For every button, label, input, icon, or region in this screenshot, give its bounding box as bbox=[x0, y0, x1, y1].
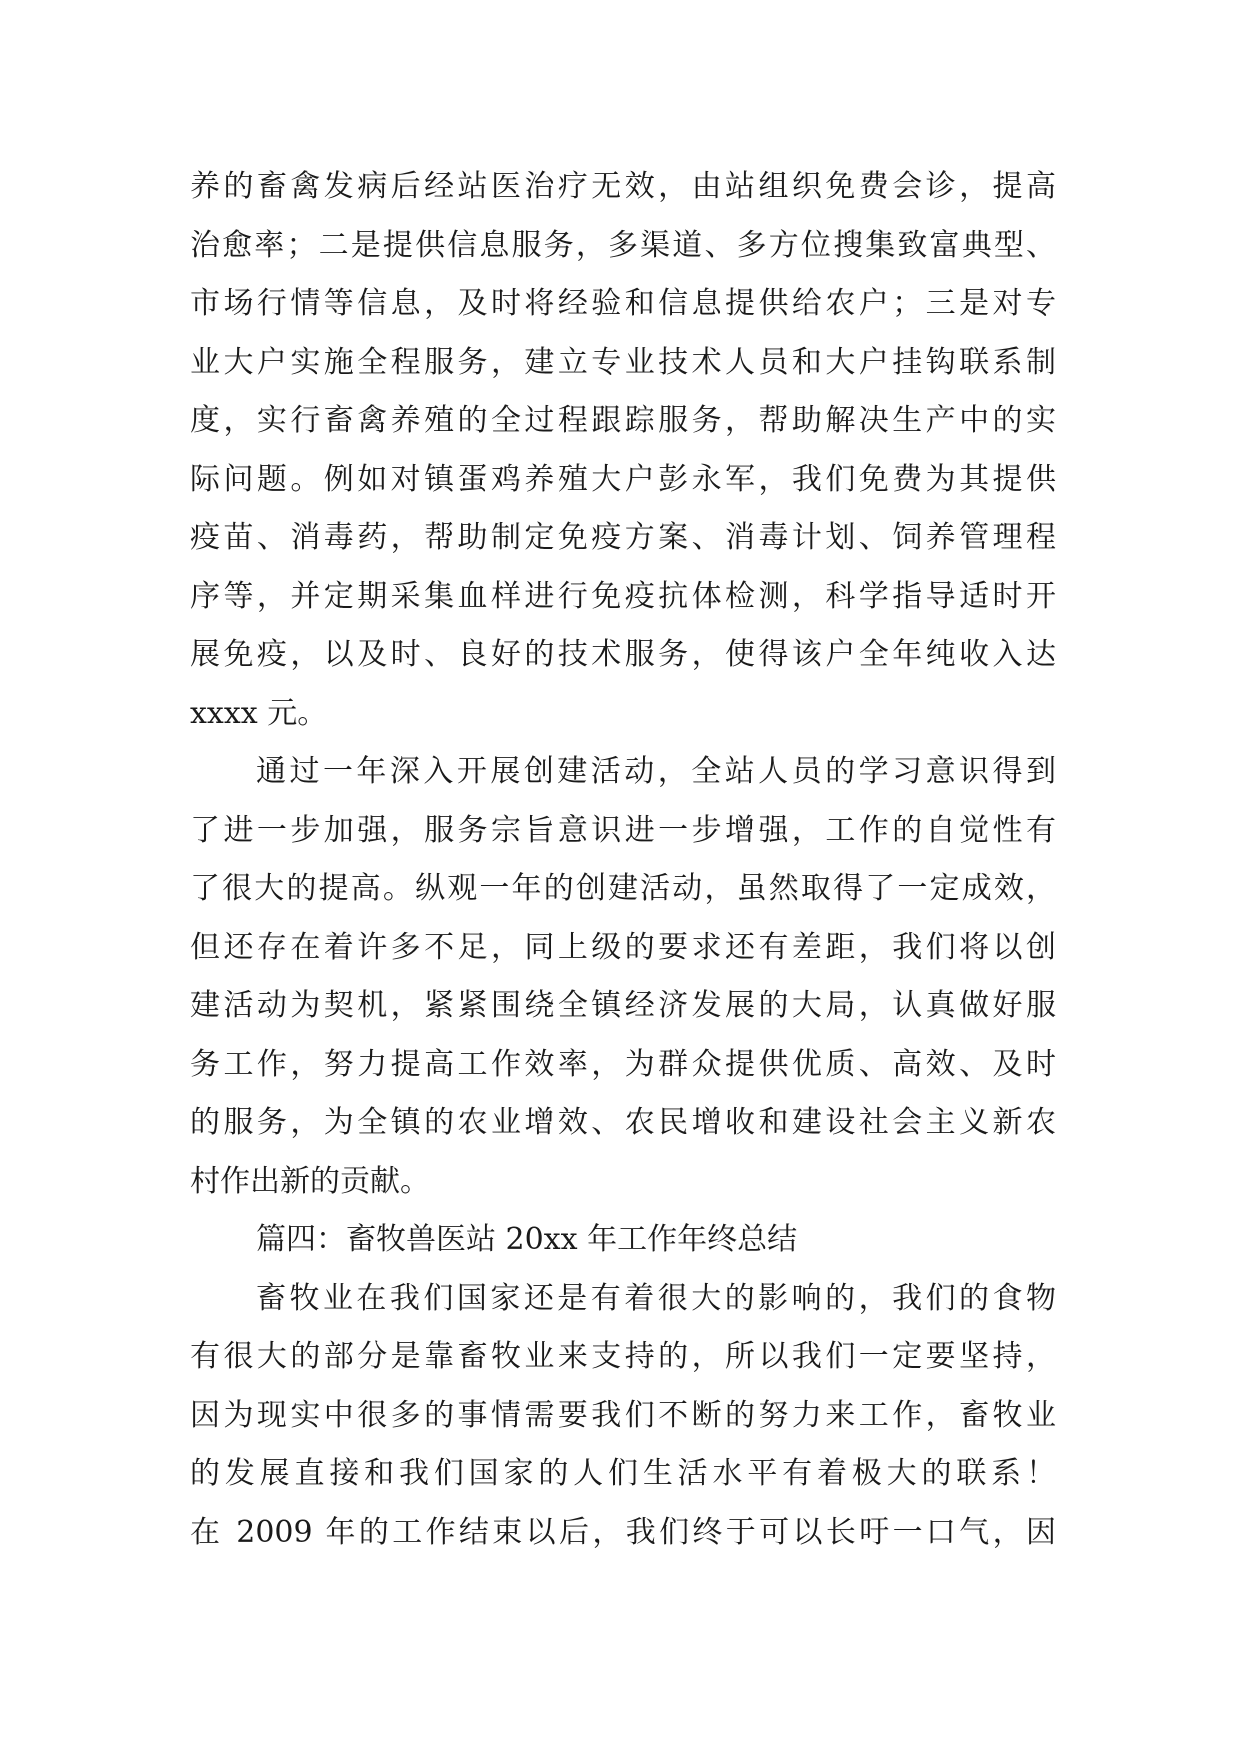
text-line: 但还存在着许多不足，同上级的要求还有差距，我们将以创 bbox=[190, 929, 1056, 965]
text-line: xxxx 元。 bbox=[190, 695, 328, 731]
body-text bbox=[190, 158, 1056, 1562]
text-line: 因为现实中很多的事情需要我们不断的努力来工作，畜牧业 bbox=[190, 1397, 1056, 1433]
section-heading: 篇四：畜牧兽医站 20xx 年工作年终总结 bbox=[256, 1222, 798, 1257]
text-line: 展免疫，以及时、良好的技术服务，使得该户全年纯收入达 bbox=[190, 637, 1056, 672]
text-line: 治愈率；二是提供信息服务，多渠道、多方位搜集致富典型、 bbox=[190, 227, 1056, 263]
text-line: 际问题。例如对镇蛋鸡养殖大户彭永军，我们免费为其提供 bbox=[190, 461, 1056, 497]
text-line: 养的畜禽发病后经站医治疗无效，由站组织免费会诊，提高 bbox=[190, 169, 1056, 204]
text-line: 业大户实施全程服务，建立专业技术人员和大户挂钩联系制 bbox=[190, 344, 1056, 380]
text-line: 度，实行畜禽养殖的全过程跟踪服务，帮助解决生产中的实 bbox=[190, 403, 1056, 438]
text-line: 务工作，努力提高工作效率，为群众提供优质、高效、及时 bbox=[190, 1046, 1056, 1082]
paragraph-start-line: 畜牧业在我们国家还是有着很大的影响的，我们的食物 bbox=[256, 1280, 1056, 1316]
text-line: 市场行情等信息，及时将经验和信息提供给农户；三是对专 bbox=[190, 286, 1056, 321]
text-line: 有很大的部分是靠畜牧业来支持的，所以我们一定要坚持， bbox=[190, 1339, 1056, 1374]
paragraph-start-line: 通过一年深入开展创建活动，全站人员的学习意识得到 bbox=[256, 754, 1056, 789]
text-line: 序等，并定期采集血样进行免疫抗体检测，科学指导适时开 bbox=[190, 578, 1056, 614]
text-line: 了很大的提高。纵观一年的创建活动，虽然取得了一定成效， bbox=[190, 871, 1056, 906]
text-line: 的服务，为全镇的农业增效、农民增收和建设社会主义新农 bbox=[190, 1105, 1056, 1140]
text-line: 疫苗、消毒药，帮助制定免疫方案、消毒计划、饲养管理程 bbox=[190, 520, 1056, 555]
text-line: 在 2009 年的工作结束以后，我们终于可以长吁一口气，因 bbox=[190, 1514, 1056, 1550]
text-line: 的发展直接和我们国家的人们生活水平有着极大的联系！ bbox=[190, 1456, 1056, 1491]
text-line: 了进一步加强，服务宗旨意识进一步增强，工作的自觉性有 bbox=[190, 812, 1056, 848]
text-line: 建活动为契机，紧紧围绕全镇经济发展的大局，认真做好服 bbox=[190, 988, 1056, 1023]
text-line: 村作出新的贡献。 bbox=[190, 1163, 430, 1199]
